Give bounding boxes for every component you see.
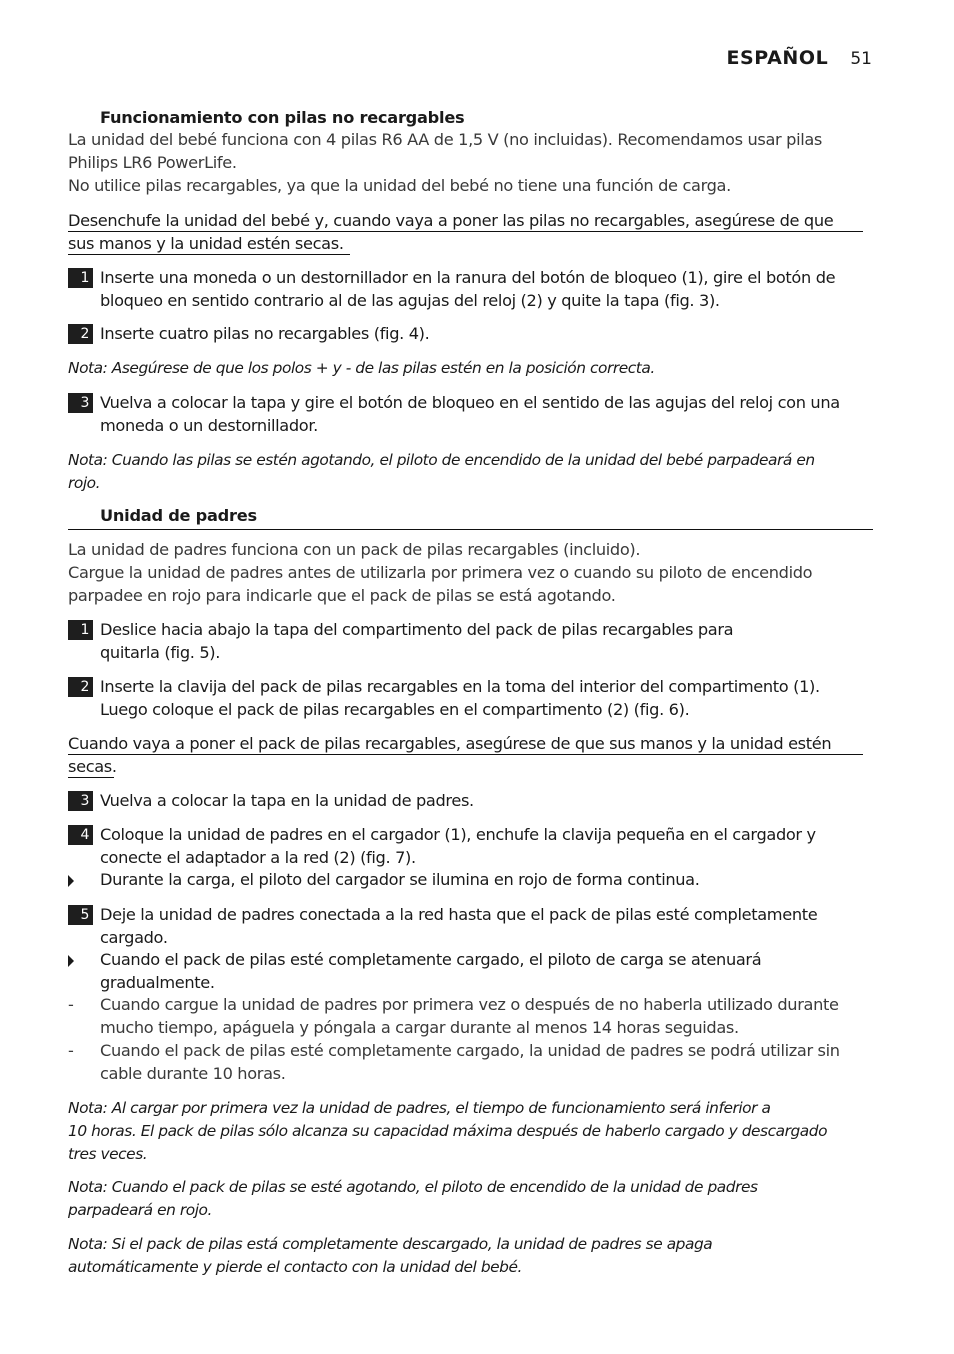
step-text — [100, 904, 874, 950]
step-line: cargado. — [100, 927, 168, 947]
step-number-badge: 4 — [68, 825, 93, 845]
note-line: tres veces. — [68, 1144, 148, 1163]
warning-underline — [68, 254, 350, 255]
note-first-charge-runtime — [68, 1097, 874, 1165]
section1-intro-paragraph — [68, 129, 872, 197]
paragraph-line: La unidad del bebé funciona con 4 pilas R6 AA de 1,5 V (no incluidas). Recomendamos usar pilas — [68, 130, 823, 149]
page-header — [726, 47, 872, 69]
step-1-slide-cover — [68, 619, 874, 665]
warning-line: Cuando vaya a poner el pack de pilas recargables, asegúrese de que sus manos y la unidad estén — [68, 734, 832, 753]
warning-line: secas. — [68, 756, 117, 776]
note-line: 10 horas. El pack de pilas sólo alcanza su capacidad máxima después de haberlo cargado y descargado — [68, 1121, 828, 1140]
step-line: Coloque la unidad de padres en el cargador (1), enchufe la clavija pequeña en el cargador y — [100, 825, 816, 844]
step-line: quitarla (fig. 5). — [100, 642, 221, 662]
step-text: Inserte cuatro pilas no recargables (fig. 4). — [100, 324, 430, 343]
note-low-battery-parent-unit — [68, 1176, 874, 1222]
step-number-badge: 1 — [68, 620, 93, 640]
dash-bullet-icon: - — [68, 995, 74, 1014]
step-line: conecte el adaptador a la red (2) (fig. 7). — [100, 847, 416, 867]
step-number-badge: 3 — [68, 393, 93, 413]
step-3-replace-cover-parent — [68, 790, 874, 813]
note-line: Nota: Al cargar por primera vez la unidad de padres, el tiempo de funcionamiento será inferior a — [68, 1099, 771, 1117]
result-fully-charged — [68, 949, 874, 995]
step-text: Vuelva a colocar la tapa y gire el botón de bloqueo en el sentido de las agujas del reloj con una moneda o un destornillador. — [100, 393, 840, 435]
language-label: ESPAÑOL — [726, 47, 829, 69]
step-number-badge: 2 — [68, 324, 93, 344]
step-text — [100, 619, 874, 665]
step-5-leave-connected — [68, 904, 874, 950]
bullet-text: Durante la carga, el piloto del cargador se ilumina en rojo de forma continua. — [100, 870, 700, 889]
step-4-place-in-charger — [68, 824, 874, 870]
result-charging-light — [68, 869, 874, 892]
step-line: Deslice hacia abajo la tapa del compartimento del pack de pilas recargables para — [100, 620, 734, 639]
bullet-line: Cuando el pack de pilas esté completamente cargado, el piloto de carga se atenuará — [100, 950, 762, 969]
triangle-bullet-icon — [68, 955, 74, 967]
warning-dry-hands-2 — [68, 733, 863, 779]
step-text: Inserte una moneda o un destornillador en la ranura del botón de bloqueo (1), gire el botón de bloqueo en sentido contrario al de las agujas del reloj (2) y quite la tapa (fig. 3). — [100, 268, 836, 310]
section-heading-non-rechargeable: Funcionamiento con pilas no recargables — [100, 108, 465, 127]
warning-line: sus manos y la unidad estén secas. — [68, 233, 344, 253]
note-line: automáticamente y pierde el contacto con la unidad del bebé. — [68, 1257, 522, 1276]
paragraph-line: La unidad de padres funciona con un pack de pilas recargables (incluido). — [68, 540, 641, 559]
note-low-battery-baby-unit — [68, 449, 874, 495]
step-number-badge: 2 — [68, 677, 93, 697]
dash-bullet-icon: - — [68, 1041, 74, 1060]
bullet-line: Cuando el pack de pilas esté completamente cargado, la unidad de padres se podrá utilizar sin — [100, 1041, 840, 1060]
page-number: 51 — [850, 49, 872, 69]
warning-line: Desenchufe la unidad del bebé y, cuando vaya a poner las pilas no recargables, asegúrese de que — [68, 211, 834, 230]
bullet-line: gradualmente. — [100, 972, 215, 992]
step-line: Deje la unidad de padres conectada a la red hasta que el pack de pilas esté completamente — [100, 905, 818, 924]
paragraph-line: Philips LR6 PowerLife. — [68, 152, 237, 172]
section-heading-parent-unit: Unidad de padres — [100, 506, 257, 525]
step-number-badge: 1 — [68, 268, 93, 288]
bullet-text — [100, 1040, 874, 1086]
paragraph-line: No utilice pilas recargables, ya que la unidad del bebé no tiene una función de carga. — [68, 175, 731, 195]
step-2-insert-batteries — [68, 323, 874, 346]
tip-cordless-time — [68, 1040, 874, 1086]
bullet-line: cable durante 10 horas. — [100, 1063, 286, 1083]
bullet-line: Cuando cargue la unidad de padres por primera vez o después de no haberla utilizado durante — [100, 995, 839, 1014]
warning-underline — [68, 754, 863, 755]
paragraph-line: Cargue la unidad de padres antes de utilizarla por primera vez o cuando su piloto de encendido — [68, 562, 813, 582]
note-line: Nota: Cuando las pilas se estén agotando, el piloto de encendido de la unidad del bebé parpadeará en — [68, 451, 815, 469]
step-3-replace-cover — [68, 392, 874, 438]
bullet-line: mucho tiempo, apáguela y póngala a cargar durante al menos 14 horas seguidas. — [100, 1017, 739, 1037]
tip-first-charge — [68, 994, 874, 1040]
step-1-remove-cover — [68, 267, 874, 313]
section2-intro-paragraph — [68, 539, 872, 607]
warning-underline — [68, 231, 863, 232]
step-number-badge: 3 — [68, 791, 93, 811]
note-line: rojo. — [68, 473, 101, 492]
step-number-badge: 5 — [68, 905, 93, 925]
step-text — [100, 824, 874, 870]
triangle-bullet-icon — [68, 875, 74, 887]
note-line: parpadeará en rojo. — [68, 1200, 212, 1219]
paragraph-line: parpadee en rojo para indicarle que el pack de pilas se está agotando. — [68, 585, 616, 605]
note-line: Nota: Cuando el pack de pilas se esté agotando, el piloto de encendido de la unidad de padres — [68, 1178, 758, 1196]
step-line: Luego coloque el pack de pilas recargables en el compartimento (2) (fig. 6). — [100, 699, 690, 719]
bullet-text — [100, 994, 874, 1040]
note-line: Nota: Si el pack de pilas está completamente descargado, la unidad de padres se apaga — [68, 1235, 713, 1253]
note-polarity: Nota: Asegúrese de que los polos + y - de las pilas estén en la posición correcta. — [68, 359, 655, 377]
step-line: Inserte la clavija del pack de pilas recargables en la toma del interior del compartimento (1). — [100, 677, 820, 696]
section-divider — [68, 529, 873, 530]
warning-underline — [68, 777, 114, 778]
step-2-insert-plug — [68, 676, 874, 722]
step-text — [100, 676, 874, 722]
bullet-text — [100, 949, 874, 995]
warning-dry-hands-1 — [68, 210, 863, 256]
step-text: Vuelva a colocar la tapa en la unidad de padres. — [100, 791, 474, 810]
note-fully-discharged — [68, 1233, 874, 1279]
